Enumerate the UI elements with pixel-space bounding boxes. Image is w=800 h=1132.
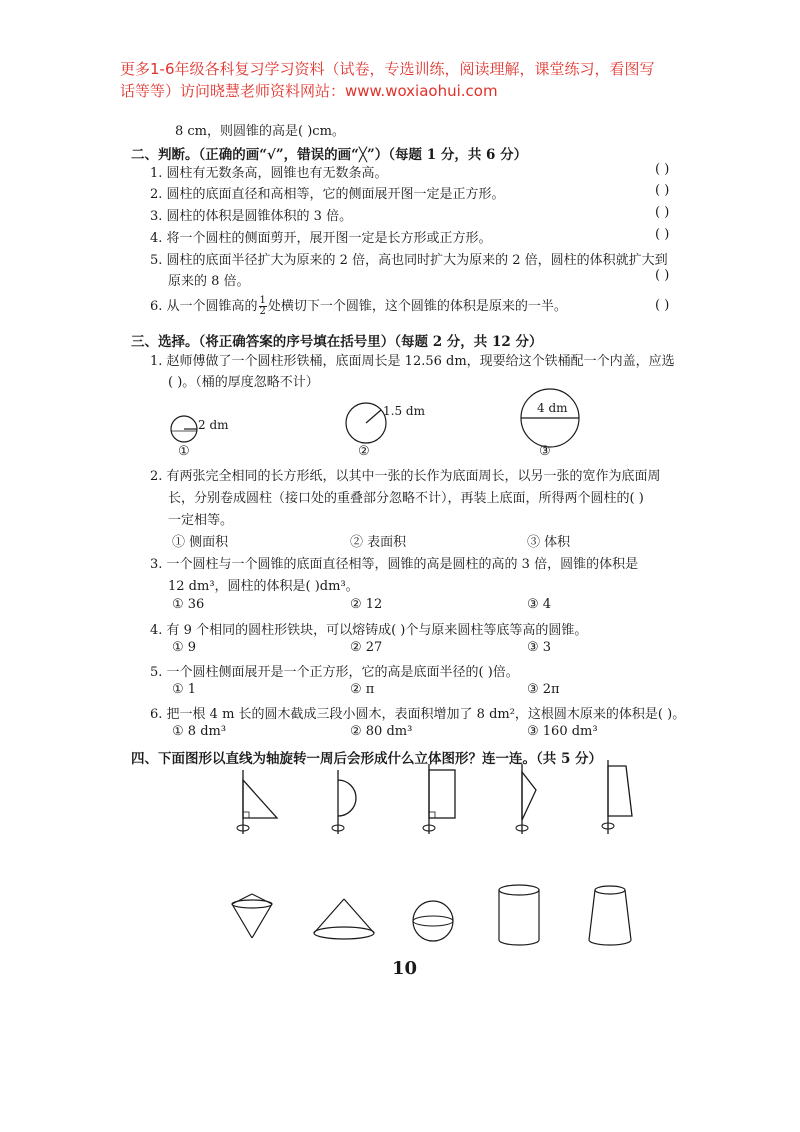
q2-option-1: ① 侧面积 [172,535,229,550]
answer-blank-4[interactable]: ( ) [655,227,670,242]
circle-3-label: 4 dm [537,401,568,415]
banner-line-2: 话等等）访问晓慧老师资料网站：www.woxiaohui.com [120,82,498,100]
circle-2-label: 1.5 dm [383,404,425,418]
q6-option-3: ③ 160 dm³ [527,724,598,739]
carry-over-question: 8 cm，则圆锥的高是( )cm。 [175,124,345,139]
answer-blank-2[interactable]: ( ) [655,183,670,198]
choice-q3-line1: 3. 一个圆柱与一个圆锥的底面直径相等，圆锥的高是圆柱的高的 3 倍，圆锥的体积是 [150,557,639,572]
plane-figure-kite-triangles[interactable] [508,762,558,838]
solid-frustum[interactable] [586,882,636,950]
section-4-title: 四、下面图形以直线为轴旋转一周后会形成什么立体图形？连一连。（共 5 分） [131,751,603,767]
solid-cylinder[interactable] [495,882,545,950]
judge-item-6 [150,295,567,317]
judge-item-6-part1: 6. 从一个圆锥高的 [150,299,258,314]
answer-blank-3[interactable]: ( ) [655,205,670,220]
q4-option-2: ② 27 [350,640,383,655]
plane-figure-rectangle[interactable] [415,762,465,838]
choice-q1-line1: 1. 赵师傅做了一个圆柱形铁桶，底面周长是 12.56 dm，现要给这个铁桶配一个内盖，应选 [150,354,675,369]
choice-q2-line3: 一定相等。 [168,513,234,528]
circle-3-mark: ③ [539,444,551,459]
plane-figure-right-triangle[interactable] [225,768,285,838]
page-number: 10 [392,958,418,979]
circle-option-3 [520,388,590,448]
judge-item-2: 2. 圆柱的底面直径和高相等，它的侧面展开图一定是正方形。 [150,187,505,202]
fraction-one-half: $\frac{1}{2}$ [259,295,266,317]
circle-2-mark: ② [358,444,370,459]
choice-q2-line1: 2. 有两张完全相同的长方形纸，以其中一张的长作为底面周长，以另一张的宽作为底面周 [150,469,661,484]
choice-q6-line1: 6. 把一根 4 m 长的圆木截成三段小圆木，表面积增加了 8 dm²，这根圆木原来的体积是( )。 [150,707,686,722]
q3-option-1: ① 36 [172,597,205,612]
choice-q4-line1: 4. 有 9 个相同的圆柱形铁块，可以熔铸成( )个与原来圆柱等底等高的圆锥。 [150,623,588,638]
banner-line-1: 更多1-6年级各科复习学习资料（试卷，专选训练，阅读理解，课堂练习，看图写 [120,60,655,78]
section-3-title: 三、选择。（将正确答案的序号填在括号里）（每题 2 分，共 12 分） [131,334,543,350]
q3-option-2: ② 12 [350,597,383,612]
q4-option-3: ③ 3 [527,640,552,655]
judge-item-5: 5. 圆柱的底面半径扩大为原来的 2 倍，高也同时扩大为原来的 2 倍，圆柱的体积就扩大到 [150,253,668,268]
circle-1-mark: ① [178,444,190,459]
judge-item-6-part2: 处横切下一个圆锥，这个圆锥的体积是原来的一半。 [267,299,567,314]
answer-blank-1[interactable]: ( ) [655,162,670,177]
solid-double-cone[interactable] [228,890,278,950]
judge-item-4: 4. 将一个圆柱的侧面剪开，展开图一定是长方形或正方形。 [150,231,492,246]
plane-figure-semicircle[interactable] [328,768,378,838]
solid-sphere[interactable] [410,898,460,946]
section-2-title: 二、判断。（正确的画“√”，错误的画“╳”）（每题 1 分，共 6 分） [131,147,528,163]
circle-1-label: 2 dm [198,418,229,432]
choice-q5-line1: 5. 一个圆柱侧面展开是一个正方形，它的高是底面半径的( )倍。 [150,665,519,680]
answer-blank-6[interactable]: ( ) [655,298,670,313]
q5-option-3: ③ 2π [527,682,560,697]
judge-item-1: 1. 圆柱有无数条高，圆锥也有无数条高。 [150,166,388,181]
choice-q3-line2: 12 dm³，圆柱的体积是( )dm³。 [168,579,359,594]
q6-option-2: ② 80 dm³ [350,724,413,739]
q5-option-2: ② π [350,682,375,697]
plane-figure-trapezoid[interactable] [596,758,646,838]
q2-option-2: ② 表面积 [350,535,407,550]
q5-option-1: ① 1 [172,682,197,697]
q6-option-1: ① 8 dm³ [172,724,227,739]
resource-banner [120,58,720,102]
solid-cone[interactable] [310,895,380,945]
q3-option-3: ③ 4 [527,597,552,612]
q2-option-3: ③ 体积 [527,535,571,550]
answer-blank-5[interactable]: ( ) [655,268,670,283]
judge-item-3: 3. 圆柱的体积是圆锥体积的 3 倍。 [150,209,353,224]
q4-option-1: ① 9 [172,640,197,655]
choice-q1-line2: ( )。（桶的厚度忽略不计） [168,375,319,390]
judge-item-5-cont: 原来的 8 倍。 [168,274,250,289]
choice-q2-line2: 长，分别卷成圆柱（接口处的重叠部分忽略不计），再装上底面，所得两个圆柱的( ) [168,491,644,506]
